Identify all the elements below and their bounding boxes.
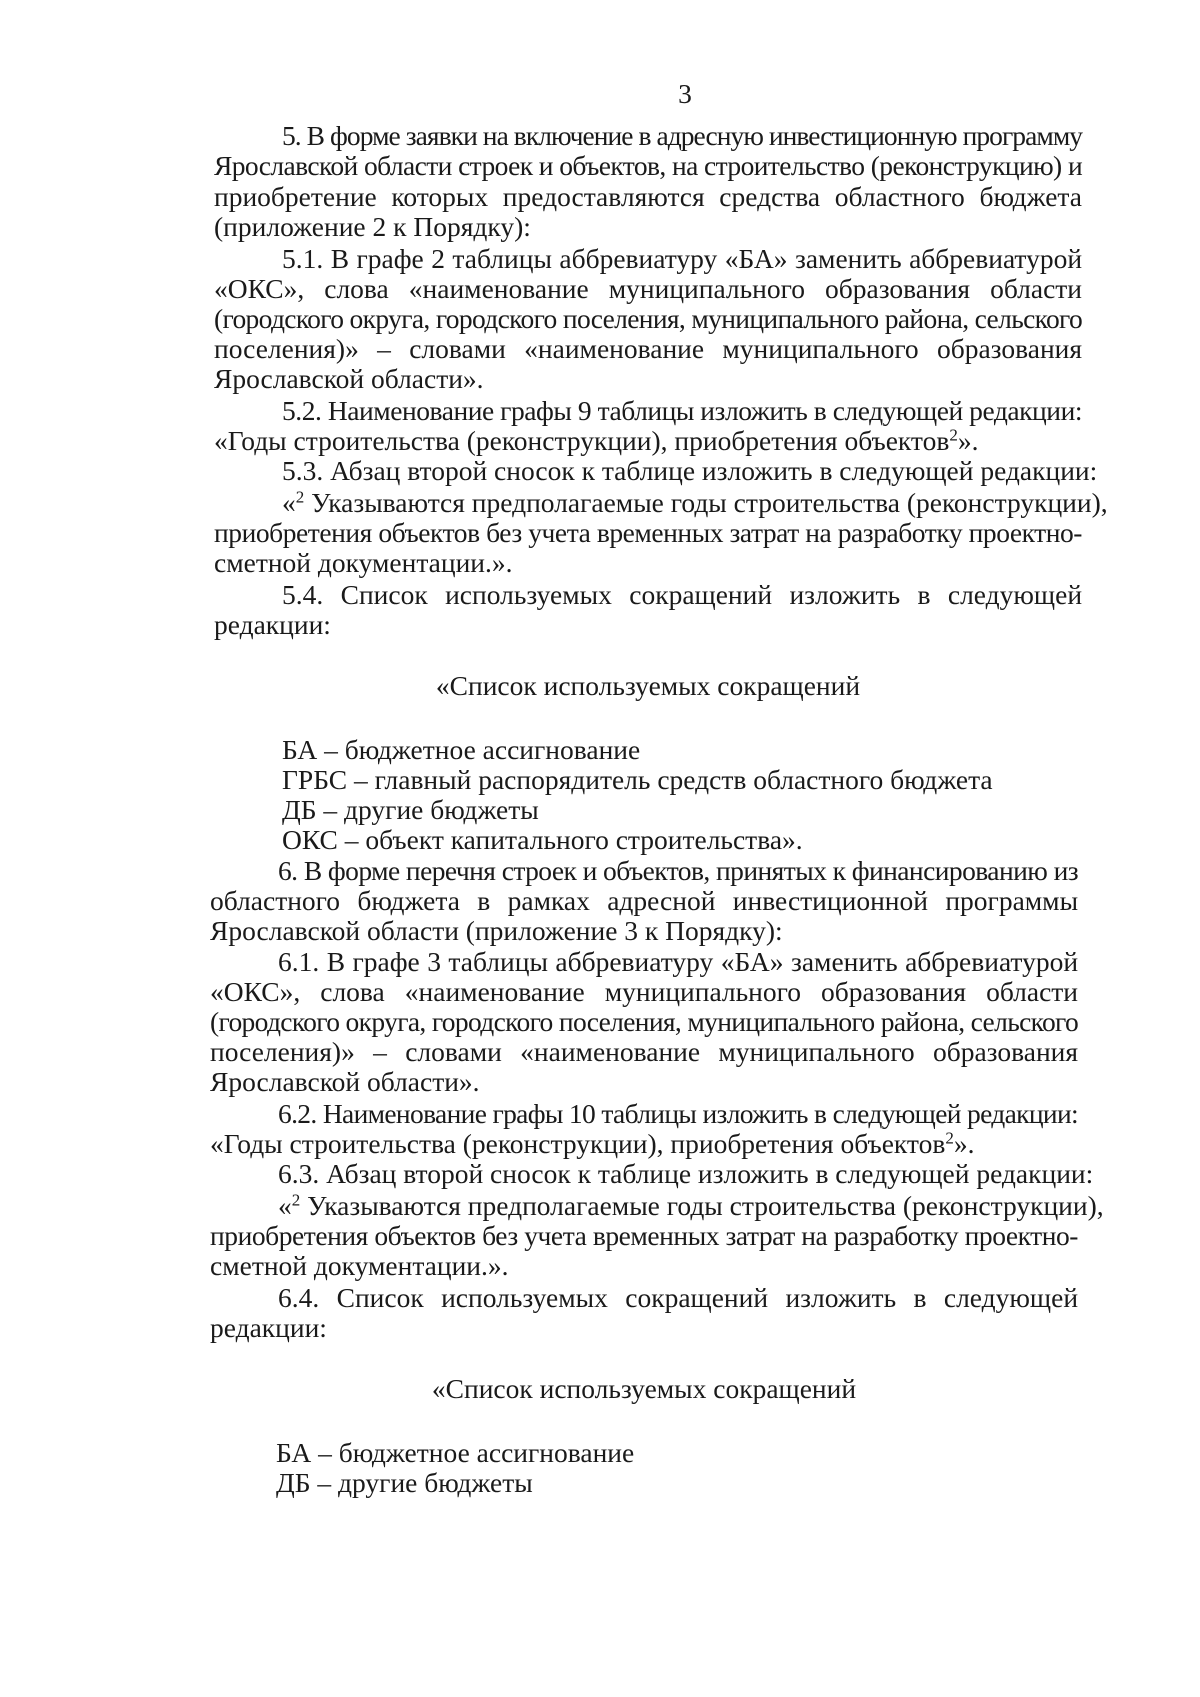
text-line: «Годы строительства (реконструкции), приобретения объектов$^2$». — [214, 425, 979, 456]
text-line: 5.2. Наименование графы 9 таблицы изложить в следующей редакции: — [282, 395, 1083, 426]
text-line: 5.3. Абзац второй сносок к таблице изложить в следующей редакции: — [282, 455, 1098, 486]
text-line: Ярославской области (приложение 3 к Порядку): — [210, 915, 783, 946]
text-line: (приложение 2 к Порядку): — [214, 211, 531, 242]
text-line: редакции: — [210, 1312, 327, 1343]
text-line: сметной документации.». — [214, 547, 513, 578]
text-line: редакции: — [214, 609, 331, 640]
text-line: «ОКС», слова «наименование муниципального образования области — [210, 976, 1079, 1007]
abbreviation-item: ГРБС – главный распорядитель средств областного бюджета — [282, 764, 993, 795]
text-line: «$^2$ Указываются предполагаемые годы строительства (реконструкции), — [282, 487, 1108, 518]
text-line: 6.1. В графе 3 таблицы аббревиатуру «БА» заменить аббревиатурой — [278, 946, 1079, 977]
text-line: Ярославской области строек и объектов, на строительство (реконструкцию) и — [214, 150, 1083, 181]
text-line: 6.2. Наименование графы 10 таблицы изложить в следующей редакции: — [278, 1098, 1079, 1129]
text-line: областного бюджета в рамках адресной инвестиционной программы — [210, 885, 1079, 916]
section-heading: «Список используемых сокращений — [431, 1373, 857, 1404]
text-line: 5.1. В графе 2 таблицы аббревиатуру «БА» заменить аббревиатурой — [282, 243, 1083, 274]
text-line: поселения)» – словами «наименование муниципального образования — [210, 1036, 1079, 1067]
text-line: сметной документации.». — [210, 1250, 509, 1281]
footnote-mark: 2 — [945, 1128, 954, 1148]
abbreviation-item: ДБ – другие бюджеты — [276, 1467, 533, 1498]
footnote-mark: 2 — [295, 487, 305, 507]
text-line: 5. В форме заявки на включение в адресную инвестиционную программу — [282, 120, 1083, 151]
text-line: Ярославской области». — [214, 363, 484, 394]
text-line: «$^2$ Указываются предполагаемые годы строительства (реконструкции), — [278, 1190, 1104, 1221]
abbreviation-item: БА – бюджетное ассигнование — [282, 734, 641, 765]
text-line: «Годы строительства (реконструкции), приобретения объектов$^2$». — [210, 1128, 975, 1159]
abbreviation-item: ОКС – объект капитального строительства». — [282, 824, 803, 855]
text-line: приобретения объектов без учета временных затрат на разработку проектно- — [210, 1220, 1079, 1251]
text-line: (городского округа, городского поселения, муниципального района, сельского — [210, 1006, 1079, 1037]
text-line: 6.4. Список используемых сокращений изложить в следующей — [278, 1282, 1079, 1313]
section-heading: «Список используемых сокращений — [435, 670, 861, 701]
text-line: 6.3. Абзац второй сносок к таблице изложить в следующей редакции: — [278, 1158, 1094, 1189]
text-line: 6. В форме перечня строек и объектов, принятых к финансированию из — [278, 855, 1079, 886]
footnote-mark: 2 — [949, 425, 958, 445]
text-line: «ОКС», слова «наименование муниципального образования области — [214, 273, 1083, 304]
text-line: приобретение которых предоставляются средства областного бюджета — [214, 181, 1082, 212]
footnote-mark: 2 — [291, 1190, 301, 1210]
text-line: (городского округа, городского поселения, муниципального района, сельского — [214, 303, 1083, 334]
text-line: поселения)» – словами «наименование муниципального образования — [214, 333, 1083, 364]
text-line: приобретения объектов без учета временных затрат на разработку проектно- — [214, 517, 1083, 548]
abbreviation-item: ДБ – другие бюджеты — [282, 794, 539, 825]
page-number: 3 — [678, 78, 692, 109]
abbreviation-item: БА – бюджетное ассигнование — [276, 1437, 635, 1468]
text-line: 5.4. Список используемых сокращений изложить в следующей — [282, 579, 1083, 610]
text-line: Ярославской области». — [210, 1066, 480, 1097]
